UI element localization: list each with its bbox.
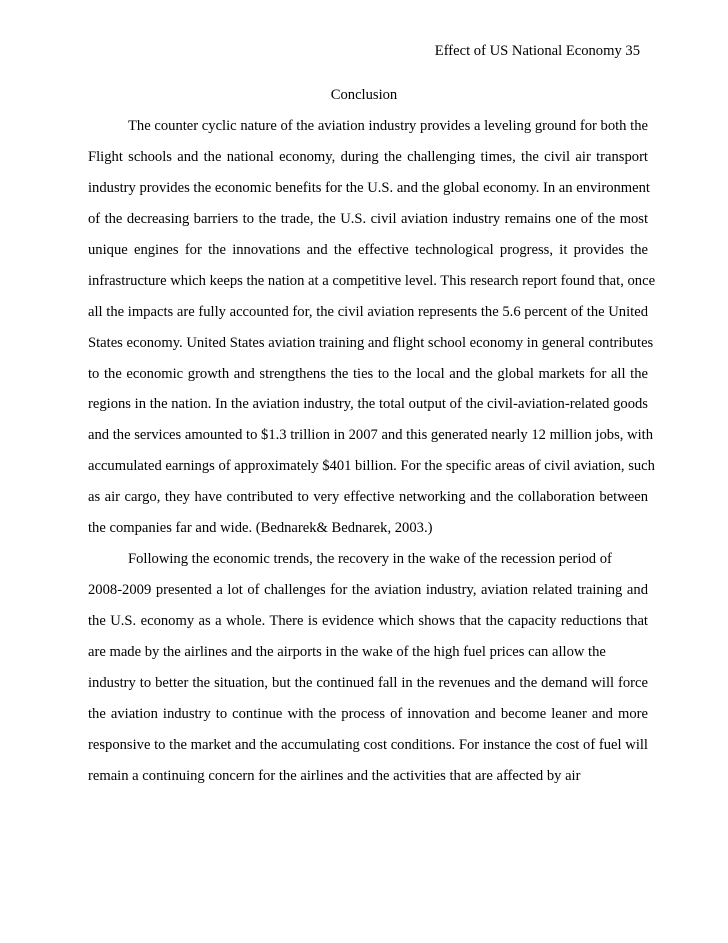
paragraph-1-line-12: accumulated earnings of approximately $401 billion. For the specific areas of civil aviation, such <box>88 458 655 475</box>
paragraph-1-line-9: to the economic growth and strengthens the ties to the local and the global markets for all the <box>88 365 648 382</box>
paragraph-1-line-2: Flight schools and the national economy, during the challenging times, the civil air transport <box>88 148 648 165</box>
body-text <box>88 117 656 798</box>
paragraph-2-line-4: are made by the airlines and the airports in the wake of the high fuel prices can allow the <box>88 643 606 660</box>
paragraph-1-line-6: infrastructure which keeps the nation at a competitive level. This research report found that, once <box>88 272 656 289</box>
paragraph-2-line-2: 2008-2009 presented a lot of challenges for the aviation industry, aviation related training and <box>88 582 648 599</box>
paragraph-1-line-3: industry provides the economic benefits for the U.S. and the global economy. In an environment <box>88 179 650 196</box>
paragraph-1-line-13: as air cargo, they have contributed to very effective networking and the collaboration between <box>88 489 648 506</box>
paragraph-1-line-11: and the services amounted to $1.3 trillion in 2007 and this generated nearly 12 million jobs, with <box>88 427 653 444</box>
section-title: Conclusion <box>330 87 398 103</box>
paragraph-2-line-7: responsive to the market and the accumulating cost conditions. For instance the cost of fuel will <box>88 736 648 753</box>
paragraph-2-line-1: Following the economic trends, the recovery in the wake of the recession period of <box>128 551 612 568</box>
paragraph-1-line-10: regions in the nation. In the aviation industry, the total output of the civil-aviation-related goods <box>88 396 648 413</box>
paragraph-1-line-5: unique engines for the innovations and the effective technological progress, it provides the <box>88 241 648 258</box>
paragraph-2-line-5: industry to better the situation, but the continued fall in the revenues and the demand will force <box>88 674 648 691</box>
paragraph-2-line-8: remain a continuing concern for the airlines and the activities that are affected by air <box>88 767 581 784</box>
running-head: Effect of US National Economy 35 <box>434 43 640 59</box>
paragraph-1-line-1: The counter cyclic nature of the aviation industry provides a leveling ground for both the <box>128 118 648 134</box>
paragraph-2-line-3: the U.S. economy as a whole. There is evidence which shows that the capacity reductions that <box>88 613 648 629</box>
paragraph-2-line-6: the aviation industry to continue with the process of innovation and become leaner and more <box>88 705 648 722</box>
paragraph-1-line-7: all the impacts are fully accounted for, the civil aviation represents the 5.6 percent of the United <box>88 303 648 320</box>
paragraph-1-line-14: the companies far and wide. (Bednarek& Bednarek, 2003.) <box>88 520 433 537</box>
paragraph-1-line-4: of the decreasing barriers to the trade, the U.S. civil aviation industry remains one of the most <box>88 210 648 227</box>
paragraph-1-line-8: States economy. United States aviation training and flight school economy in general contributes <box>88 334 654 351</box>
